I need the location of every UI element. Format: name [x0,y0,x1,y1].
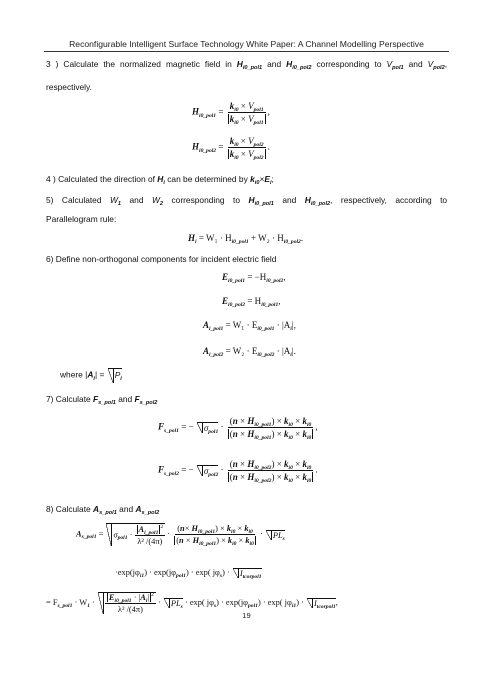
equation-a-pol1: $A_{i\_pol1} = W_1 \cdot E_{i0\_pol1} \cdot |A_i|$, [203,320,296,332]
step-5-line2: Parallelogram rule: [46,214,117,224]
page-number: 19 [242,611,251,620]
equation-e-pol1: $E_{i0\_pol1} = -H_{i0\_pol2}$, [222,272,286,284]
step-8-paragraph: 8) Calculate $A_{s\_pol1}$ and $A_{s\_pol2}$ [46,504,160,516]
equation-as-pol1-line3: = $F_{s\_pol1} \cdot W_1$ · $\frac{E_{i0\_pol1} \cdot |A_i| ^2}{\text{λ² /(4π)}}$ · $PL_s \cdot \exp$( $j\varphi_s) \cdot \exp(j\varphi_{pol1}) \cdot \exp$( $j\varphi_{i1}) \cdot I_{tcorpol1}$, [46,592,338,614]
step-7-paragraph: 7) Calculate $F_{s\_pol1}$ and $F_{s\_pol2}$ [46,394,158,406]
equation-e-pol2: $E_{i0\_pol2} = H_{i0\_pol1}$, [222,296,281,308]
equation-as-pol1-line2: $\cdot\exp(j\varphi_{i1}) \cdot \exp(j\varphi_{pol1}) \cdot \exp$( $j\varphi_s) \cdot I_{tcorpol1}$ [115,568,262,581]
step-3-line2: respectively. [46,82,92,92]
header-rule [44,51,449,52]
equation-parallelogram: $H_i = W_1 \cdot H_{i0\_pol1} + W_2 \cdot H_{i0\_pol2}$. [188,233,304,245]
equation-f-pol2: $F_{s\_pol2}$ = − $\sigma_{pol2}$ · $\frac{(n \times H_{i0\_pol2}) \times k_{i0} \times k_{i0}}{(n \times H_{i0\_pol2}) \times k_{i0} \times k_{i0}}$ . [158,459,318,484]
step-6-paragraph: 6) Define non-orthogonal components for incident electric field [46,254,277,264]
equation-as-pol1-line1: $A_{s\_pol1} = \sigma_{pol1}$ · $\frac{A_{i\_pol1}^2}{\text{λ² /(4π)}}$ · $\frac{(n\times H_{i0\_pol1}) \times k_{i0} \times k_{i0}}{(n \times H_{i0\_pol1}) \times k_{i0} \times k_{i0}}$ · $PL_s$ [76,524,285,547]
running-header: Reconfigurable Intelligent Surface Technology White Paper: A Channel Modelling Perspective [69,39,424,49]
equation-h-pol1: $H_{i0\_pol1}$ = $\frac{k_{i0} \times V_{pol1}}{k_{i0} \times V_{pol1}}$ , [192,101,270,126]
where-clause: where $|A_i| = P_i$ [60,369,122,382]
equation-h-pol2: $H_{i0\_pol2}$ = $\frac{k_{i0} \times V_{pol2}}{k_{i0} \times V_{pol2}}$ . [192,136,270,161]
step-3-paragraph: 3 ) Calculate the normalized magnetic field in $H_{i0\_pol1}$ and $H_{i0\_pol2}$ corresponding to $V_{pol1}$ and $V_{pol2}$, [46,59,448,71]
step-5-paragraph: 5) Calculated $W_1$ and $W_2$ corresponding to $H_{i0\_pol1}$ and $H_{i0\_pol2}$, respectively, according to [46,195,448,207]
equation-f-pol1: $F_{s\_pol1}$ = − $\sigma_{pol1}$ · $\frac{(n \times H_{i0\_pol1}) \times k_{i0} \times k_{i0}}{(n \times H_{i0\_pol1}) \times k_{i0} \times k_{i0}}$ , [158,416,318,441]
equation-a-pol2: $A_{i\_pol2} = W_2 \cdot E_{i0\_pol2} \cdot |A_i|$. [203,346,296,358]
step-4-paragraph: 4 ) Calculated the direction of $H_i$ can be determined by $k_{i0}\times E_i$; [46,174,274,186]
